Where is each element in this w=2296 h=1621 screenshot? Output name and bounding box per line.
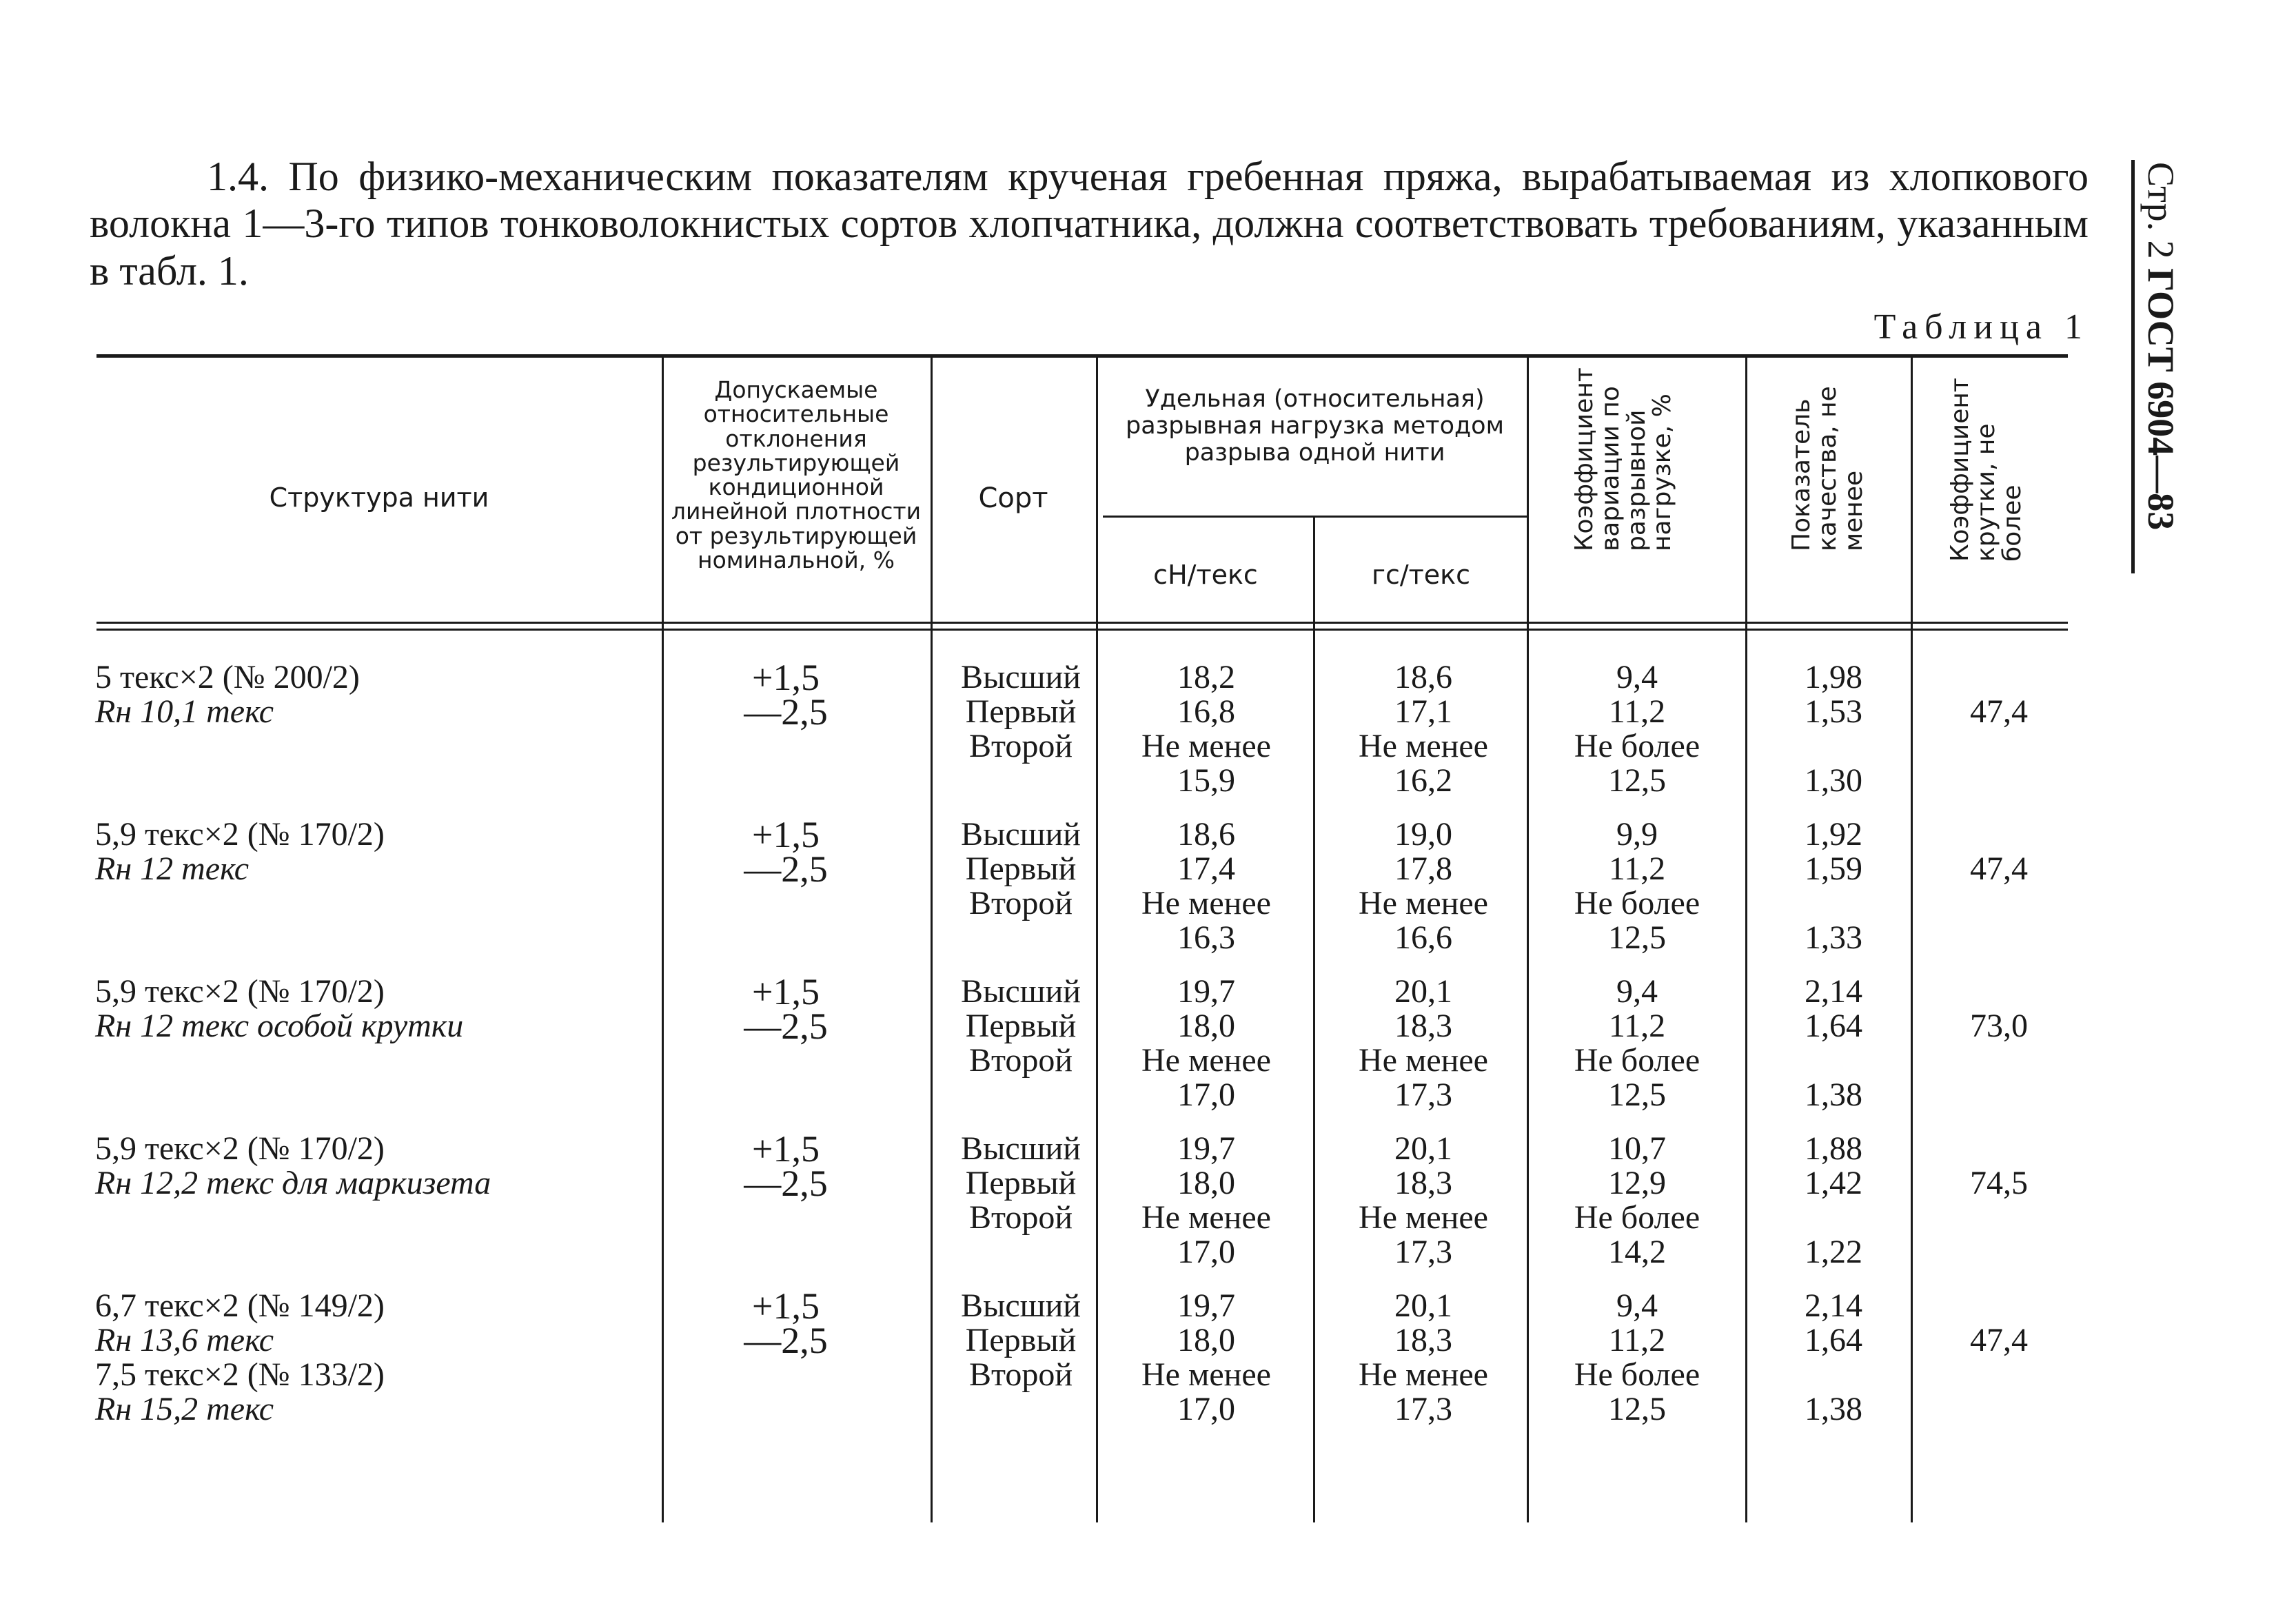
- quality-value: 1,33: [1805, 919, 1862, 956]
- structure-cell: [95, 660, 360, 729]
- structure-cell: [95, 975, 463, 1043]
- quality-value: [1751, 729, 1916, 764]
- deviation-cell: [710, 814, 862, 890]
- quality-value: 1,22: [1805, 1234, 1862, 1270]
- side-doc: ГОСТ 6904—83: [2140, 268, 2182, 531]
- gs-value: Не менее: [1359, 1199, 1488, 1236]
- variation-value: 12,9: [1608, 1165, 1666, 1201]
- cn-value: 17,4: [1177, 850, 1235, 887]
- quality-cell: [1751, 817, 1916, 955]
- quality-value: [1751, 1043, 1916, 1078]
- quality-cell: [1751, 1289, 1916, 1427]
- deviation-minus: —2,5: [744, 1163, 828, 1204]
- gs-value: 17,3: [1394, 1234, 1452, 1270]
- quality-value: 1,64: [1805, 1008, 1862, 1044]
- variation-value: Не более: [1574, 1356, 1700, 1393]
- quality-value: 1,64: [1805, 1322, 1862, 1358]
- gs-cell: [1320, 660, 1527, 798]
- side-page: Стр. 2: [2140, 162, 2182, 259]
- quality-value: [1751, 1358, 1916, 1392]
- gs-value: 18,3: [1394, 1322, 1452, 1358]
- table-row: [0, 1128, 2068, 1297]
- variation-value: Не более: [1574, 728, 1700, 764]
- deviation-minus: —2,5: [744, 848, 828, 890]
- header-structure: Структура нити: [269, 482, 489, 513]
- structure-line: Rн 12,2 текс для маркизета: [95, 1165, 491, 1201]
- structure-line: Rн 12 текс особой крутки: [95, 1008, 464, 1044]
- cn-value: Не менее: [1141, 1356, 1271, 1393]
- gs-cell: [1320, 975, 1527, 1112]
- gs-value: 19,0: [1394, 816, 1452, 853]
- grade-cell: [942, 660, 1100, 764]
- gs-value: Не менее: [1359, 885, 1488, 921]
- grade-value: Высший: [961, 816, 1081, 853]
- gs-value: 20,1: [1394, 1130, 1452, 1167]
- gs-value: 18,3: [1394, 1008, 1452, 1044]
- cn-value: Не менее: [1141, 1042, 1271, 1079]
- grade-value: Второй: [968, 885, 1073, 921]
- cn-cell: [1103, 660, 1310, 798]
- deviation-cell: [710, 1285, 862, 1361]
- deviation-cell: [710, 971, 862, 1047]
- quality-value: [1751, 886, 1916, 921]
- intro-text: 1.4. По физико-механическим показателям крученая гребенная пряжа, вырабатываемая из хлопкового волокна 1—3-го типов тонковолокнистых сортов хлопчатника, должна соответствовать требованиям, указанным в табл. 1.: [90, 154, 2089, 294]
- cn-cell: [1103, 1289, 1310, 1427]
- grade-value: Второй: [968, 1356, 1073, 1393]
- gs-value: 18,3: [1394, 1165, 1452, 1201]
- structure-line: Rн 12 текс: [95, 850, 250, 887]
- grade-value: Высший: [961, 1287, 1081, 1324]
- grade-value: Первый: [965, 1322, 1077, 1358]
- structure-cell: [95, 817, 385, 886]
- gs-value: Не менее: [1359, 1042, 1488, 1079]
- structure-line: 7,5 текс×2 (№ 133/2): [95, 1356, 385, 1393]
- variation-value: 11,2: [1608, 850, 1666, 887]
- deviation-cell: [710, 657, 862, 733]
- grade-cell: [942, 1132, 1100, 1235]
- cn-value: Не менее: [1141, 1199, 1271, 1236]
- gs-value: 17,1: [1394, 693, 1452, 730]
- cn-value: 16,8: [1177, 693, 1235, 730]
- quality-value: 1,92: [1805, 816, 1862, 853]
- grade-value: Второй: [968, 728, 1073, 764]
- structure-line: Rн 15,2 текс: [95, 1391, 274, 1427]
- table-row: [0, 971, 2068, 1140]
- twist-cell: 47,4: [1970, 850, 2028, 887]
- header-variation: Коэффициент вариации по разрывной нагрузке, %: [1570, 367, 1677, 551]
- gs-value: 16,6: [1394, 919, 1452, 956]
- gs-value: 17,3: [1394, 1391, 1452, 1427]
- quality-cell: [1751, 1132, 1916, 1270]
- variation-value: 12,5: [1608, 1391, 1666, 1427]
- gs-value: 16,2: [1394, 762, 1452, 799]
- variation-value: 12,5: [1608, 919, 1666, 956]
- header-twist: Коэффициент крутки, не более: [1946, 378, 2026, 562]
- variation-value: 11,2: [1608, 693, 1666, 730]
- grade-value: Первый: [965, 693, 1077, 730]
- structure-line: 5 текс×2 (№ 200/2): [95, 659, 360, 695]
- grade-value: Высший: [961, 1130, 1081, 1167]
- cn-value: 18,0: [1177, 1165, 1235, 1201]
- cn-value: Не менее: [1141, 728, 1271, 764]
- cn-value: 19,7: [1177, 1287, 1235, 1324]
- quality-value: 1,30: [1805, 762, 1862, 799]
- variation-cell: [1534, 817, 1740, 955]
- variation-value: 9,9: [1616, 816, 1658, 853]
- gs-cell: [1320, 1289, 1527, 1427]
- quality-cell: [1751, 975, 1916, 1112]
- cn-value: Не менее: [1141, 885, 1271, 921]
- structure-cell: [95, 1289, 385, 1427]
- variation-cell: [1534, 1132, 1740, 1270]
- deviation-plus: +1,5: [752, 1128, 820, 1170]
- quality-value: 2,14: [1805, 973, 1862, 1010]
- header-deviation: Допускаемые относительные отклонения результирующей кондиционной линейной плотности от результирующей номинальной, %: [671, 376, 922, 574]
- cn-value: 15,9: [1177, 762, 1235, 799]
- structure-line: 6,7 текс×2 (№ 149/2): [95, 1287, 385, 1324]
- grade-cell: [942, 1289, 1100, 1392]
- deviation-minus: —2,5: [744, 1320, 828, 1361]
- twist-cell: 47,4: [1970, 693, 2028, 730]
- gs-cell: [1320, 817, 1527, 955]
- quality-value: 1,38: [1805, 1391, 1862, 1427]
- grade-value: Второй: [968, 1199, 1073, 1236]
- side-label: [2140, 162, 2182, 530]
- deviation-plus: +1,5: [752, 657, 820, 698]
- cn-value: 19,7: [1177, 1130, 1235, 1167]
- header-cn: сН/текс: [1153, 560, 1258, 590]
- header-quality: Показатель качества, не менее: [1787, 386, 1868, 551]
- quality-value: 1,42: [1805, 1165, 1862, 1201]
- table-row: [0, 814, 2068, 983]
- deviation-cell: [710, 1128, 862, 1204]
- gs-value: Не менее: [1359, 1356, 1488, 1393]
- table-row: [0, 1285, 2068, 1454]
- cn-cell: [1103, 1132, 1310, 1270]
- variation-value: 9,4: [1616, 1287, 1658, 1324]
- grade-cell: [942, 817, 1100, 921]
- variation-value: 9,4: [1616, 973, 1658, 1010]
- grade-value: Первый: [965, 1008, 1077, 1044]
- cn-cell: [1103, 817, 1310, 955]
- quality-value: 2,14: [1805, 1287, 1862, 1324]
- cn-value: 18,6: [1177, 816, 1235, 853]
- grade-value: Первый: [965, 1165, 1077, 1201]
- cn-value: 18,0: [1177, 1322, 1235, 1358]
- structure-line: Rн 13,6 текс: [95, 1322, 274, 1358]
- grade-value: Высший: [961, 973, 1081, 1010]
- deviation-minus: —2,5: [744, 1006, 828, 1047]
- grade-cell: [942, 975, 1100, 1078]
- deviation-plus: +1,5: [752, 971, 820, 1012]
- variation-value: 12,5: [1608, 1077, 1666, 1113]
- deviation-minus: —2,5: [744, 691, 828, 733]
- structure-line: 5,9 текс×2 (№ 170/2): [95, 1130, 385, 1167]
- quality-value: 1,59: [1805, 850, 1862, 887]
- grade-value: Второй: [968, 1042, 1073, 1079]
- gs-value: 18,6: [1394, 659, 1452, 695]
- structure-cell: [95, 1132, 491, 1201]
- grade-value: Первый: [965, 850, 1077, 887]
- variation-value: 12,5: [1608, 762, 1666, 799]
- twist-cell: 73,0: [1970, 1008, 2028, 1044]
- quality-cell: [1751, 660, 1916, 798]
- quality-value: 1,98: [1805, 659, 1862, 695]
- side-rule: [2131, 160, 2135, 573]
- cn-value: 17,0: [1177, 1234, 1235, 1270]
- quality-value: [1751, 1201, 1916, 1235]
- structure-line: 5,9 текс×2 (№ 170/2): [95, 973, 385, 1010]
- gs-value: 17,8: [1394, 850, 1452, 887]
- variation-value: 11,2: [1608, 1008, 1666, 1044]
- cn-value: 19,7: [1177, 973, 1235, 1010]
- quality-value: 1,53: [1805, 693, 1862, 730]
- variation-value: 9,4: [1616, 659, 1658, 695]
- table-row: [0, 657, 2068, 826]
- variation-cell: [1534, 1289, 1740, 1427]
- header-bottom-rule-1: [96, 622, 2068, 624]
- grade-value: Высший: [961, 659, 1081, 695]
- header-strength: Удельная (относительная) разрывная нагрузка методом разрыва одной нити: [1126, 385, 1504, 467]
- cn-value: 17,0: [1177, 1077, 1235, 1113]
- variation-value: 10,7: [1608, 1130, 1666, 1167]
- cn-value: 18,2: [1177, 659, 1235, 695]
- variation-value: Не более: [1574, 885, 1700, 921]
- twist-cell: 47,4: [1970, 1322, 2028, 1358]
- variation-value: Не более: [1574, 1042, 1700, 1079]
- header-bottom-rule-2: [96, 629, 2068, 631]
- twist-cell: 74,5: [1970, 1165, 2028, 1201]
- gs-value: Не менее: [1359, 728, 1488, 764]
- gs-value: 17,3: [1394, 1077, 1452, 1113]
- quality-value: 1,38: [1805, 1077, 1862, 1113]
- cn-value: 16,3: [1177, 919, 1235, 956]
- deviation-plus: +1,5: [752, 814, 820, 855]
- structure-line: Rн 10,1 текс: [95, 693, 274, 730]
- intro-paragraph: [90, 153, 2089, 294]
- cn-value: 17,0: [1177, 1391, 1235, 1427]
- variation-value: Не более: [1574, 1199, 1700, 1236]
- header-grade: Сорт: [978, 482, 1048, 514]
- quality-value: 1,88: [1805, 1130, 1862, 1167]
- variation-cell: [1534, 975, 1740, 1112]
- table-caption: Таблица 1: [1873, 307, 2089, 347]
- cn-cell: [1103, 975, 1310, 1112]
- table-top-rule: [96, 354, 2068, 358]
- deviation-plus: +1,5: [752, 1285, 820, 1327]
- variation-value: 11,2: [1608, 1322, 1666, 1358]
- header-gs: гс/текс: [1371, 560, 1471, 590]
- variation-value: 14,2: [1608, 1234, 1666, 1270]
- gs-cell: [1320, 1132, 1527, 1270]
- variation-cell: [1534, 660, 1740, 798]
- gs-value: 20,1: [1394, 1287, 1452, 1324]
- structure-line: 5,9 текс×2 (№ 170/2): [95, 816, 385, 853]
- cn-value: 18,0: [1177, 1008, 1235, 1044]
- gs-value: 20,1: [1394, 973, 1452, 1010]
